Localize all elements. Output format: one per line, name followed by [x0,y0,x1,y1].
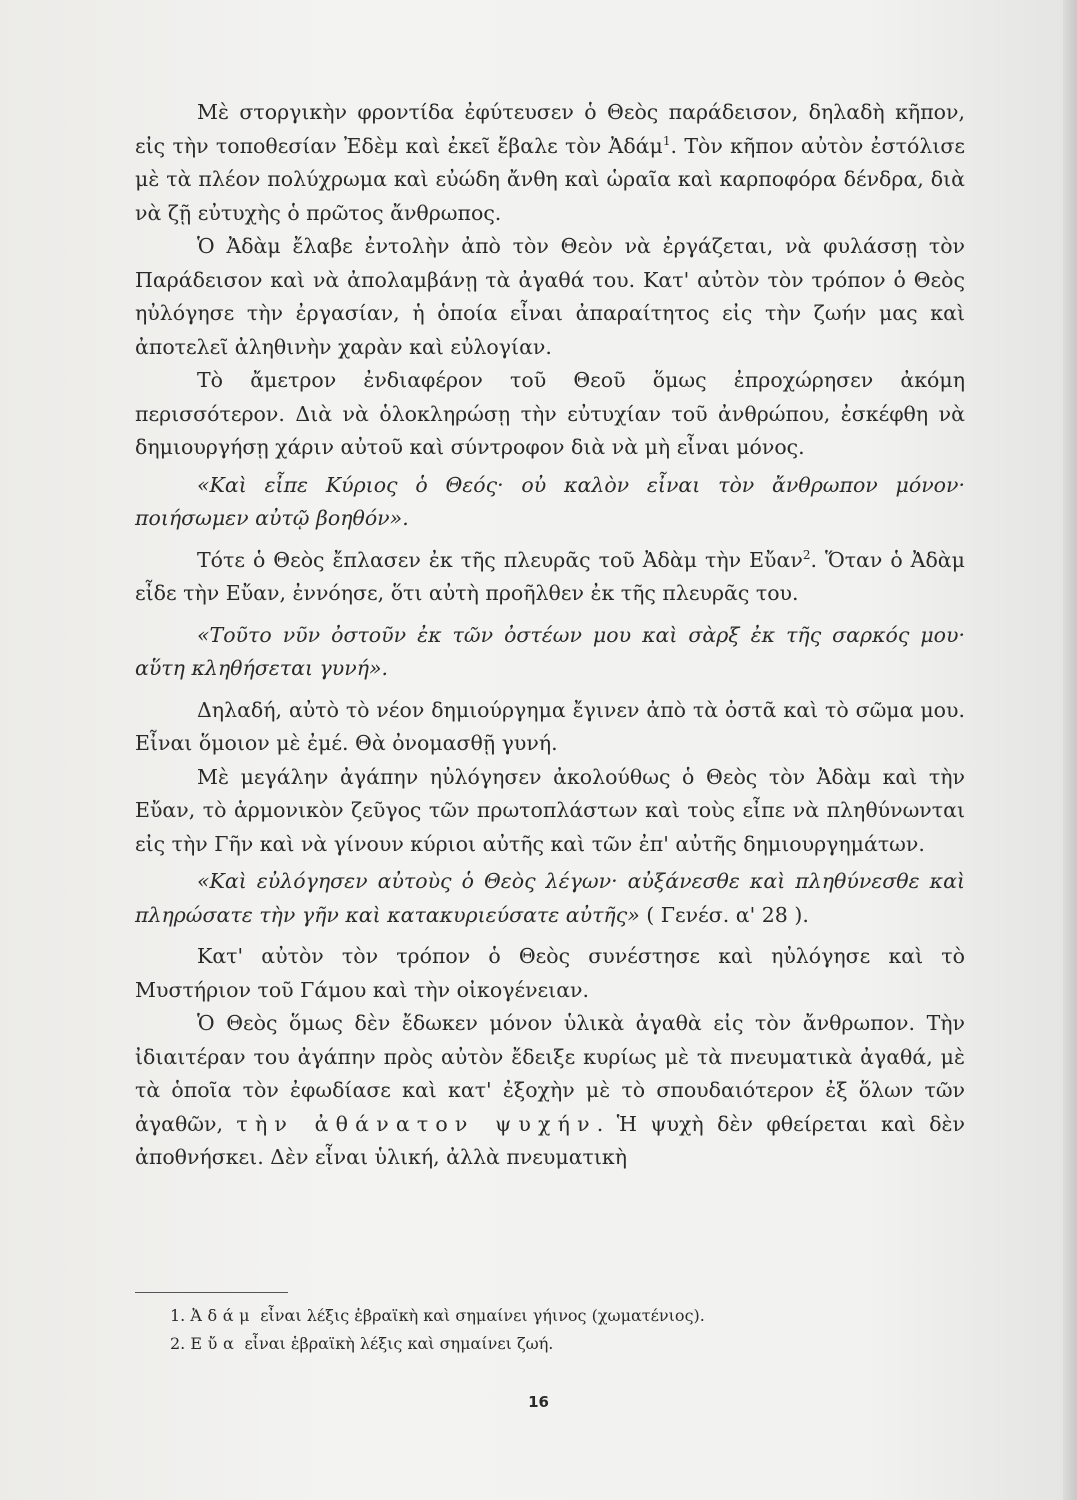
paragraph-8-text: Ὁ Θεὸς ὅμως δὲν ἔδωκεν μόνον ὑλικὰ ἀγαθὰ εἰς τὸν ἄνθρωπον. Τὴν ἰδιαιτέραν του ἀγάπην πρὸς αὐτὸν ἔδειξε κυρίως μὲ τὰ πνευματικὰ ἀγαθά, μὲ τὰ ὁποῖα τὸν ἐφωδίασε καὶ κατ' ἐξοχὴν μὲ τὸ σπουδαιότερον ἐξ ὅλων τῶν ἀγαθῶν, [135,1011,965,1136]
paragraph-4-text-cont: . Ὅταν ὁ Ἀδὰμ εἶδε τὴν Εὔαν, ἐννόησε, ὅτι αὐτὴ προῆλθεν ἐκ τῆς πλευρᾶς του. [135,547,965,605]
paragraph-2: Ὁ Ἀδὰμ ἔλαβε ἐντολὴν ἀπὸ τὸν Θεὸν νὰ ἐργάζεται, νὰ φυλάσσῃ τὸν Παράδεισον καὶ νὰ ἀπολαμβάνῃ τὰ ἀγαθά του. Κατ' αὐτὸν τὸν τρόπον ὁ Θεὸς ηὐλόγησε τὴν ἐργασίαν, ἡ ὁποία εἶναι ἀπαραίτητος εἰς τὴν ζωήν μας καὶ ἀποτελεῖ ἀληθινὴν χαρὰν καὶ εὐλογίαν. [135,234,965,359]
scripture-quote-3 [135,865,965,932]
main-text [135,96,965,1175]
scripture-quote-1: «Καὶ εἶπε Κύριος ὁ Θεός· οὐ καλὸν εἶναι τὸν ἄνθρωπον μόνον· ποιήσωμεν αὐτῷ βοηθόν». [135,472,965,530]
footnote-2 [170,1330,950,1358]
paragraph-1-text: Μὲ στοργικὴν φροντίδα ἐφύτευσεν ὁ Θεὸς παράδεισον, δηλαδὴ κῆπον, εἰς τὴν τοποθεσίαν Ἐδὲμ καὶ ἐκεῖ ἔβαλε τὸν Ἀδάμ [135,100,965,158]
footnote-2-term: Εὔα [190,1334,240,1353]
footnote-divider [135,1292,288,1293]
footnote-ref-1: 1 [662,133,671,148]
paragraph-8-text-cont: . Ἡ ψυχὴ δὲν φθείρεται καὶ δὲν ἀποθνήσκει. Δὲν εἶναι ὑλική, ἀλλὰ πνευματικὴ [135,1111,965,1169]
paragraph-5: Δηλαδή, αὐτὸ τὸ νέον δημιούργημα ἔγινεν ἀπὸ τὰ ὀστᾶ καὶ τὸ σῶμα μου. Εἶναι ὅμοιον μὲ ἐμέ. Θὰ ὀνομασθῇ γυνή. [135,697,965,755]
paragraph-4 [135,544,965,611]
footnote-1-number: 1. [170,1306,186,1325]
paragraph-1-text-cont: . Τὸν κῆπον αὐτὸν ἐστόλισε μὲ τὰ πλέον πολύχρωμα καὶ εὐώδη ἄνθη καὶ ὡραῖα καὶ καρποφόρα δένδρα, διὰ νὰ ζῇ εὐτυχὴς ὁ πρῶτος ἄνθρωπος. [135,133,965,225]
page-edge-shadow [1063,0,1077,1500]
page-number: 16 [528,1393,549,1411]
footnotes [170,1302,950,1358]
emphasized-phrase: τὴν ἀθάνατον ψυχήν [236,1111,597,1136]
scripture-quote-2: «Τοῦτο νῦν ὀστοῦν ἐκ τῶν ὀστέων μου καὶ σὰρξ ἐκ τῆς σαρκός μου· αὕτη κληθήσεται γυνή». [135,622,965,680]
footnote-1-text: εἶναι λέξις ἑβραϊκὴ καὶ σημαίνει γήινος (χωματένιος). [255,1306,705,1325]
footnote-2-number: 2. [170,1334,186,1353]
scripture-reference: ( Γενέσ. α' 28 ). [639,902,809,927]
paragraph-7: Κατ' αὐτὸν τὸν τρόπον ὁ Θεὸς συνέστησε καὶ ηὐλόγησε καὶ τὸ Μυστήριον τοῦ Γάμου καὶ τὴν οἰκογένειαν. [135,944,965,1002]
paragraph-1 [135,96,965,230]
footnote-2-text: εἶναι ἑβραϊκὴ λέξις καὶ σημαίνει ζωή. [239,1334,554,1353]
paragraph-4-text: Τότε ὁ Θεὸς ἔπλασεν ἐκ τῆς πλευρᾶς τοῦ Ἀδὰμ τὴν Εὔαν [197,547,803,572]
paragraph-3: Τὸ ἄμετρον ἐνδιαφέρον τοῦ Θεοῦ ὅμως ἐπροχώρησεν ἀκόμη περισσότερον. Διὰ νὰ ὁλοκληρώσῃ τὴν εὐτυχίαν τοῦ ἀνθρώπου, ἐσκέφθη νὰ δημιουργήσῃ χάριν αὐτοῦ καὶ σύντροφον διὰ νὰ μὴ εἶναι μόνος. [135,368,965,459]
footnote-1 [170,1302,950,1330]
footnote-1-term: Ἀδάμ [190,1306,256,1325]
footnote-ref-2: 2 [802,547,811,562]
paragraph-8 [135,1007,965,1175]
scripture-quote-3-text: «Καὶ εὐλόγησεν αὐτοὺς ὁ Θεὸς λέγων· αὐξάνεσθε καὶ πληθύνεσθε καὶ πληρώσατε τὴν γῆν καὶ κατακυριεύσατε αὐτῆς» [135,869,965,927]
paragraph-6: Μὲ μεγάλην ἀγάπην ηὐλόγησεν ἀκολούθως ὁ Θεὸς τὸν Ἀδὰμ καὶ τὴν Εὔαν, τὸ ἁρμονικὸν ζεῦγος τῶν πρωτοπλάστων καὶ τοὺς εἶπε νὰ πληθύνωνται εἰς τὴν Γῆν καὶ νὰ γίνουν κύριοι αὐτῆς καὶ τῶν ἐπ' αὐτῆς δημιουργημάτων. [135,764,965,856]
